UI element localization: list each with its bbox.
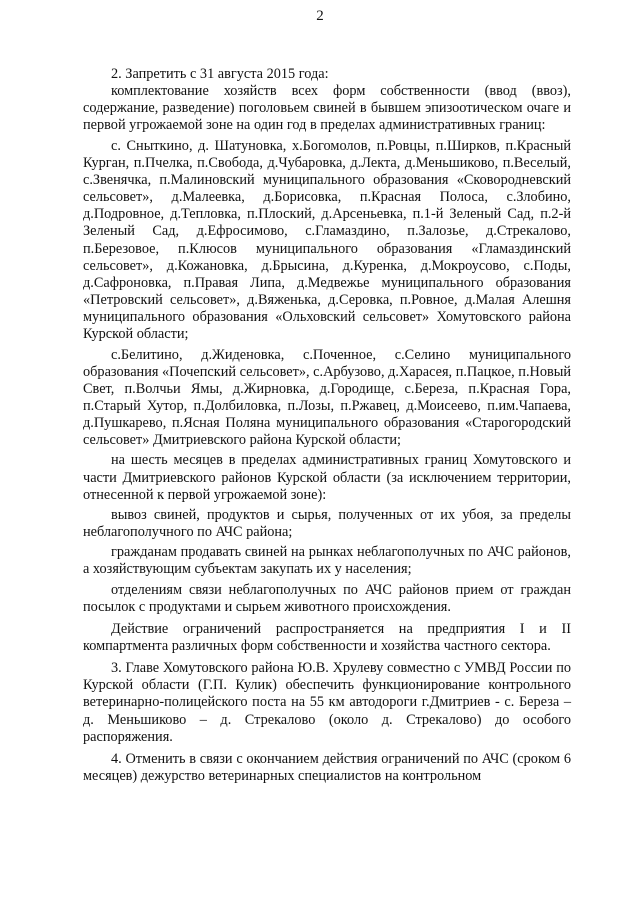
paragraph-item-3: 3. Главе Хомутовского района Ю.В. Хрулеву совместно с УМВД России по Курской области (Г.П. Кулик) обеспечить функционирование контрольного ветеринарно-полицейского поста на 55 км автодороги г.Дмитриев - с. Береза – д. Меньшиково – д. Стрекалово (около д. Стрекалово) до особого распоряжения. bbox=[83, 660, 571, 745]
document-body bbox=[83, 66, 571, 785]
paragraph-export-ban: вывоз свиней, продуктов и сырья, полученных от их убоя, за пределы неблагополучного по АЧС района; bbox=[83, 506, 571, 541]
paragraph-six-months: на шесть месяцев в пределах административных границ Хомутовского и части Дмитриевского районов Курской области (за исключением территории, отнесенной к первой угрожаемой зоне): bbox=[83, 452, 571, 503]
paragraph-restriction-pigs: комплектование хозяйств всех форм собственности (ввод (ввоз), содержание, разведение) поголовьем свиней в бывшем эпизоотическом очаге и первой угрожаемой зоне на один год в пределах административных границ: bbox=[83, 83, 571, 134]
paragraph-item-4: 4. Отменить в связи с окончанием действия ограничений по АЧС (сроком 6 месяцев) дежурство ветеринарных специалистов на контрольном bbox=[83, 750, 571, 785]
paragraph-item-2: 2. Запретить с 31 августа 2015 года: bbox=[111, 66, 329, 82]
paragraph-market-ban: гражданам продавать свиней на рынках неблагополучных по АЧС районов, а хозяйствующим субъектам закупать их у населения; bbox=[83, 544, 571, 578]
paragraph-compartment: Действие ограничений распространяется на предприятия I и II компартмента различных форм собственности и хозяйства частного сектора. bbox=[83, 620, 571, 654]
paragraph-postal-ban: отделениям связи неблагополучных по АЧС районов прием от граждан посылок с продуктами и сырьем животного происхождения. bbox=[83, 581, 571, 615]
paragraph-khomutovsky-settlements: с. Сныткино, д. Шатуновка, х.Богомолов, п.Ровцы, п.Ширков, п.Красный Курган, п.Пчелка, п.Свобода, д.Чубаровка, д.Лекта, д.Меньшиково, п.Веселый, с.Звенячка, п.Малиновский муниципального образования «Сковородневский сельсовет», д.Малеевка, д.Борисовка, п.Красная Полоса, с.Злобино, д.Подровное, д.Тепловка, п.Плоский, д.Арсеньевка, п.1-й Зеленый Сад, п.2-й Зеленый Сад, д.Ефросимово, с.Гламаздино, п.Залозье, д.Стрекалово, п.Березовое, п.Клюсов муниципального образования «Гламаздинский сельсовет», д.Кожановка, д.Брысина, д.Куренка, д.Мокроусово, с.Поды, д.Сафроновка, п.Правая Липа, д.Медвежье муниципального образования «Петровский сельсовет», д.Вяженька, д.Серовка, п.Ровное, д.Малая Алешня муниципального образования «Ольховский сельсовет» Хомутовского района Курской области; bbox=[83, 137, 571, 343]
page-number: 2 bbox=[316, 8, 324, 24]
paragraph-dmitrievsky-settlements: с.Белитино, д.Жиденовка, с.Поченное, с.Селино муниципального образования «Почепский сельсовет», с.Арбузово, д.Харасея, п.Пацкое, п.Новый Свет, п.Волчьи Ямы, д.Жирновка, д.Городище, с.Береза, п.Красная Гора, п.Старый Хутор, п.Долбиловка, п.Лозы, п.Ржавец, д.Моисеево, п.им.Чапаева, д.Пушкарево, п.Ясная Поляна муниципального образования «Старогородский сельсовет» Дмитриевского района Курской области; bbox=[83, 346, 571, 449]
